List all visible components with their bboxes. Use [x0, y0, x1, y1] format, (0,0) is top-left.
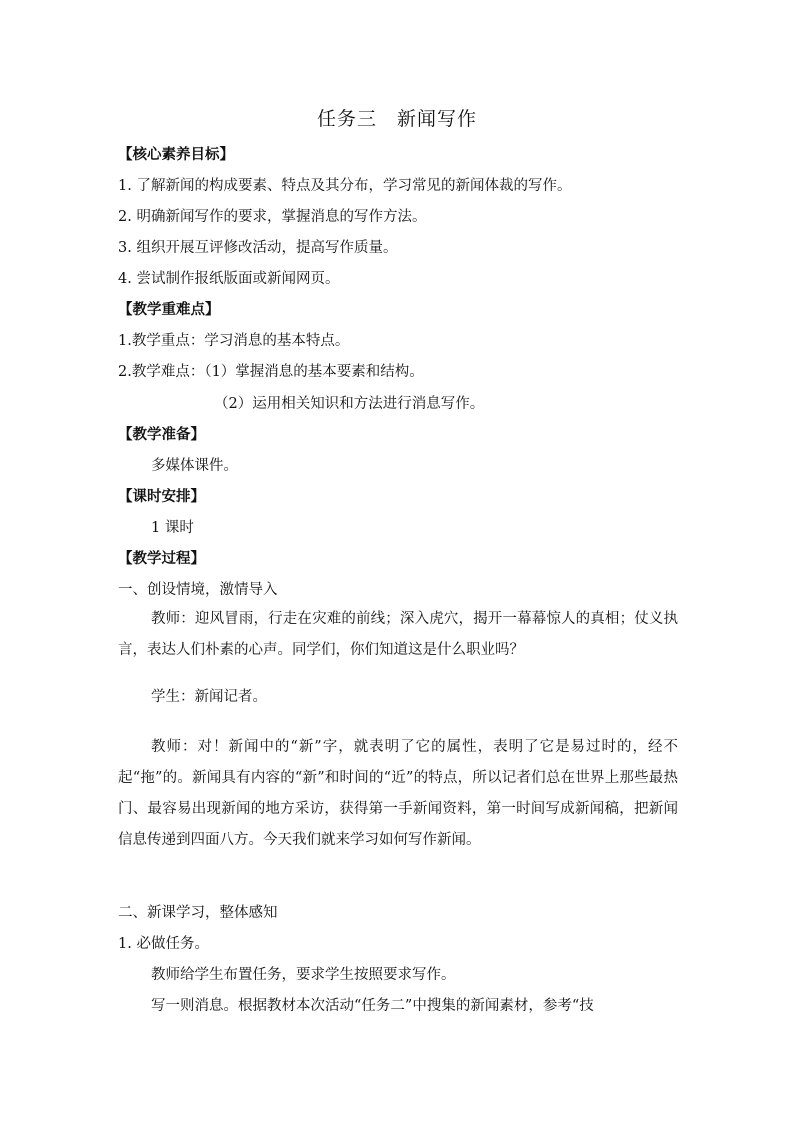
- goal-item-4: 4. 尝试制作报纸版面或新闻网页。: [118, 271, 340, 287]
- process-part2-title: 二、新课学习，整体感知: [118, 905, 278, 921]
- goal-item-3: 3. 组织开展互评修改活动，提高写作质量。: [118, 240, 398, 256]
- section-heading-goals: 【核心素养目标】: [118, 146, 234, 163]
- section-heading-process: 【教学过程】: [118, 550, 205, 567]
- page-title: 任务三 新闻写作: [316, 108, 477, 130]
- teacher-paragraph-1: 教师：迎风冒雨，行走在灾难的前线；深入虎穴，揭开一幕幕惊人的真相；仗义执言，表达人们朴素的心声。同学们，你们知道这是什么职业吗？: [118, 611, 678, 658]
- task-title: 1. 必做任务。: [118, 936, 209, 952]
- task-line-2: 写一则消息。根据教材本次活动“任务二”中搜集的新闻素材，参考“技: [151, 998, 594, 1014]
- process-part1-title: 一、创设情境，激情导入: [118, 582, 278, 598]
- prep-content: 多媒体课件。: [151, 458, 238, 474]
- section-heading-key-points: 【教学重难点】: [118, 301, 220, 318]
- key-difficulty-2: （2）运用相关知识和方法进行消息写作。: [214, 396, 485, 412]
- key-focus: 1.教学重点：学习消息的基本特点。: [118, 333, 350, 349]
- section-heading-prep: 【教学准备】: [118, 426, 205, 443]
- goal-item-2: 2. 明确新闻写作的要求，掌握消息的写作方法。: [118, 209, 427, 225]
- student-line-1: 学生：新闻记者。: [151, 689, 267, 705]
- schedule-content: 1 课时: [151, 520, 194, 536]
- key-difficulty-1: 2.教学难点：（1）掌握消息的基本要素和结构。: [118, 364, 424, 380]
- goal-item-1: 1. 了解新闻的构成要素、特点及其分布，学习常见的新闻体裁的写作。: [118, 178, 572, 194]
- task-line-1: 教师给学生布置任务，要求学生按照要求写作。: [151, 967, 456, 983]
- section-heading-schedule: 【课时安排】: [118, 488, 205, 505]
- teacher-paragraph-2: 教师：对！新闻中的“新”字，就表明了它的属性，表明了它是易过时的，经不起“拖”的。新闻具有内容的“新”和时间的“近”的特点，所以记者们总在世界上那些最热门、最容易出现新闻的地方采访，获得第一手新闻资料，第一时间写成新闻稿，把新闻信息传递到四面八方。今天我们就来学习如何写作新闻。: [118, 739, 678, 848]
